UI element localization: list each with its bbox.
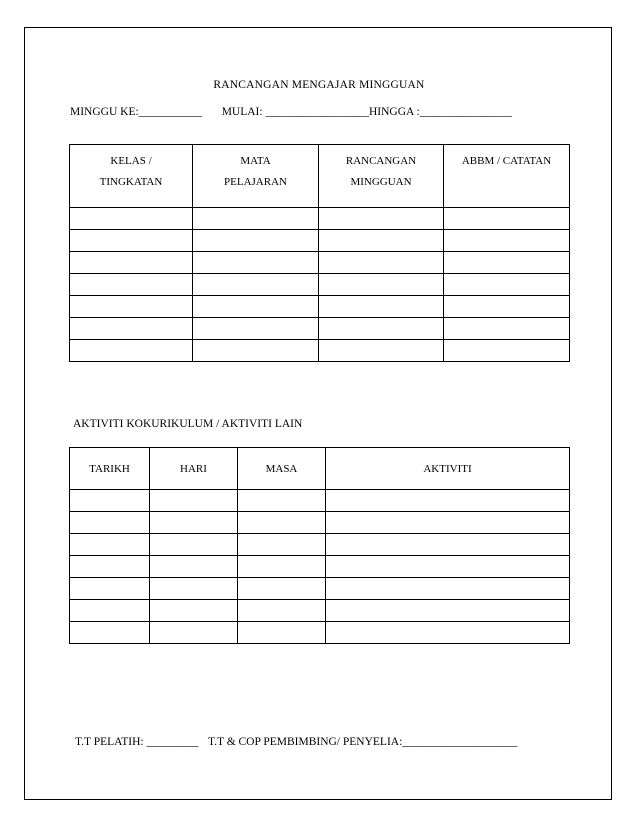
activity-cell[interactable] bbox=[150, 534, 238, 556]
activity-cell[interactable] bbox=[150, 512, 238, 534]
activity-cell[interactable] bbox=[70, 578, 150, 600]
activity-table bbox=[69, 447, 570, 644]
table-row bbox=[70, 512, 570, 534]
header-abbm-catatan: ABBM / CATATAN bbox=[444, 145, 570, 208]
plan-cell[interactable] bbox=[193, 274, 319, 296]
plan-cell[interactable] bbox=[319, 252, 444, 274]
plan-cell[interactable] bbox=[319, 296, 444, 318]
plan-cell[interactable] bbox=[444, 318, 570, 340]
activity-cell[interactable] bbox=[70, 556, 150, 578]
plan-cell[interactable] bbox=[444, 230, 570, 252]
plan-cell[interactable] bbox=[70, 296, 193, 318]
plan-cell[interactable] bbox=[319, 230, 444, 252]
header-rancangan-mingguan: RANCANGAN MINGGUAN bbox=[319, 145, 444, 208]
plan-cell[interactable] bbox=[444, 274, 570, 296]
minggu-ke-field[interactable]: MINGGU KE:___________ bbox=[70, 106, 202, 118]
activity-cell[interactable] bbox=[70, 490, 150, 512]
plan-table-header bbox=[70, 145, 570, 208]
plan-cell[interactable] bbox=[70, 230, 193, 252]
activity-cell[interactable] bbox=[238, 600, 326, 622]
plan-cell[interactable] bbox=[193, 208, 319, 230]
plan-cell[interactable] bbox=[319, 318, 444, 340]
page-border bbox=[24, 27, 612, 800]
table-row bbox=[70, 340, 570, 362]
plan-cell[interactable] bbox=[70, 318, 193, 340]
activity-cell[interactable] bbox=[150, 600, 238, 622]
table-row bbox=[70, 296, 570, 318]
activity-cell[interactable] bbox=[70, 512, 150, 534]
activity-cell[interactable] bbox=[326, 512, 570, 534]
activity-cell[interactable] bbox=[150, 578, 238, 600]
activity-cell[interactable] bbox=[326, 578, 570, 600]
activity-cell[interactable] bbox=[326, 556, 570, 578]
table-row bbox=[70, 622, 570, 644]
activity-cell[interactable] bbox=[238, 512, 326, 534]
plan-cell[interactable] bbox=[193, 252, 319, 274]
header-tarikh: TARIKH bbox=[70, 448, 150, 490]
signature-line bbox=[75, 736, 517, 748]
plan-cell[interactable] bbox=[319, 274, 444, 296]
table-row bbox=[70, 318, 570, 340]
table-row bbox=[70, 578, 570, 600]
plan-cell[interactable] bbox=[193, 340, 319, 362]
activity-table-header bbox=[70, 448, 570, 490]
activity-cell[interactable] bbox=[238, 534, 326, 556]
plan-cell[interactable] bbox=[319, 208, 444, 230]
header-kelas-tingkatan: KELAS / TINGKATAN bbox=[70, 145, 193, 208]
plan-cell[interactable] bbox=[444, 208, 570, 230]
activity-cell[interactable] bbox=[238, 490, 326, 512]
header-masa: MASA bbox=[238, 448, 326, 490]
activity-cell[interactable] bbox=[150, 490, 238, 512]
signature-pembimbing[interactable]: T.T & COP PEMBIMBING/ PENYELIA:____________________ bbox=[207, 736, 518, 748]
activity-cell[interactable] bbox=[238, 556, 326, 578]
table-row bbox=[70, 230, 570, 252]
activity-cell[interactable] bbox=[70, 534, 150, 556]
plan-cell[interactable] bbox=[444, 252, 570, 274]
mulai-hingga-field[interactable]: MULAI: __________________HINGGA :________________ bbox=[221, 106, 512, 118]
week-info-line bbox=[70, 106, 512, 118]
table-row bbox=[70, 534, 570, 556]
page-title: RANCANGAN MENGAJAR MINGGUAN bbox=[213, 79, 425, 91]
section-title-aktiviti: AKTIVITI KOKURIKULUM / AKTIVITI LAIN bbox=[73, 418, 303, 430]
activity-cell[interactable] bbox=[326, 490, 570, 512]
plan-cell[interactable] bbox=[193, 296, 319, 318]
table-row bbox=[70, 490, 570, 512]
header-hari: HARI bbox=[150, 448, 238, 490]
activity-cell[interactable] bbox=[70, 622, 150, 644]
plan-cell[interactable] bbox=[193, 318, 319, 340]
plan-cell[interactable] bbox=[444, 296, 570, 318]
activity-cell[interactable] bbox=[326, 600, 570, 622]
activity-cell[interactable] bbox=[326, 622, 570, 644]
plan-cell[interactable] bbox=[70, 340, 193, 362]
activity-cell[interactable] bbox=[150, 556, 238, 578]
header-aktiviti: AKTIVITI bbox=[326, 448, 570, 490]
plan-cell[interactable] bbox=[70, 274, 193, 296]
header-mata-pelajaran: MATA PELAJARAN bbox=[193, 145, 319, 208]
weekly-plan-table bbox=[69, 144, 570, 362]
plan-cell[interactable] bbox=[319, 340, 444, 362]
table-row bbox=[70, 274, 570, 296]
activity-cell[interactable] bbox=[150, 622, 238, 644]
table-row bbox=[70, 600, 570, 622]
plan-cell[interactable] bbox=[70, 252, 193, 274]
table-row bbox=[70, 208, 570, 230]
activity-cell[interactable] bbox=[70, 600, 150, 622]
plan-cell[interactable] bbox=[193, 230, 319, 252]
activity-cell[interactable] bbox=[238, 622, 326, 644]
table-row bbox=[70, 252, 570, 274]
activity-cell[interactable] bbox=[238, 578, 326, 600]
plan-cell[interactable] bbox=[70, 208, 193, 230]
activity-cell[interactable] bbox=[326, 534, 570, 556]
plan-cell[interactable] bbox=[444, 340, 570, 362]
table-row bbox=[70, 556, 570, 578]
signature-pelatih[interactable]: T.T PELATIH: _________ bbox=[75, 736, 199, 748]
